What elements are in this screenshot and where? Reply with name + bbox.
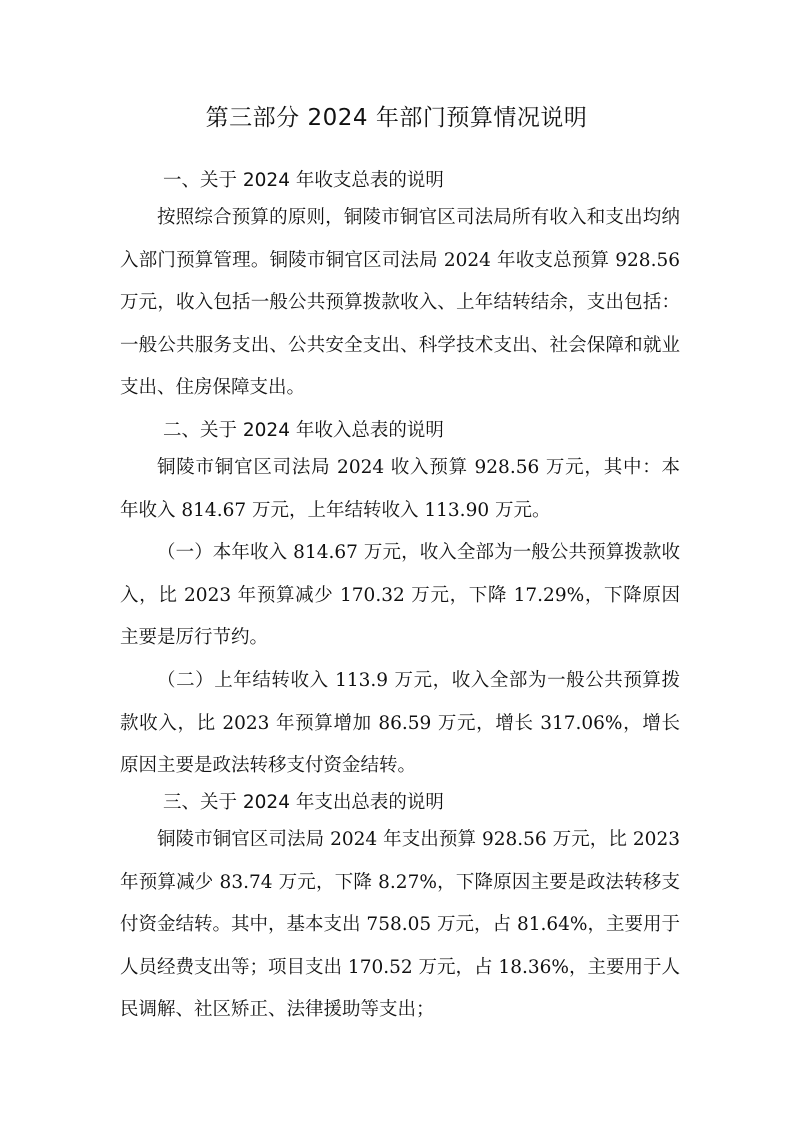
page-title: 第三部分 2024 年部门预算情况说明 — [205, 105, 588, 131]
section3-paragraph: 铜陵市铜官区司法局 2024 年支出预算 928.56 万元，比 2023 年预算减少 83.74 万元，下降 8.27%，下降原因主要是政法转移支付资金结转。其中，基本支出 758.05 万元，占 81.64%，主要用于人员经费支出等；项目支出 170.52 万元，占 18.36%，主要用于人民调解、社区矫正、法律援助等支出； — [120, 829, 680, 1021]
section-heading-1: 一、关于 2024 年收支总表的说明 — [163, 170, 444, 191]
section1-paragraph: 按照综合预算的原则，铜陵市铜官区司法局所有收入和支出均纳入部门预算管理。铜陵市铜官区司法局 2024 年收支总预算 928.56 万元，收入包括一般公共预算拨款收入、上年结转结余，支出包括：一般公共服务支出、公共安全支出、科学技术支出、社会保障和就业支出、住房保障支出。 — [120, 207, 680, 399]
section-heading-2: 二、关于 2024 年收入总表的说明 — [163, 420, 444, 441]
section2-paragraph-3: （二）上年结转收入 113.9 万元，收入全部为一般公共预算拨款收入，比 2023 年预算增加 86.59 万元，增长 317.06%，增长原因主要是政法转移支付资金结转。 — [120, 670, 680, 777]
section2-paragraph-2: （一）本年收入 814.67 万元，收入全部为一般公共预算拨款收入，比 2023 年预算减少 170.32 万元，下降 17.29%，下降原因主要是厉行节约。 — [120, 542, 680, 649]
section-heading-3: 三、关于 2024 年支出总表的说明 — [163, 792, 444, 813]
section2-paragraph-1: 铜陵市铜官区司法局 2024 收入预算 928.56 万元，其中：本年收入 814.67 万元，上年结转收入 113.90 万元。 — [120, 457, 680, 521]
